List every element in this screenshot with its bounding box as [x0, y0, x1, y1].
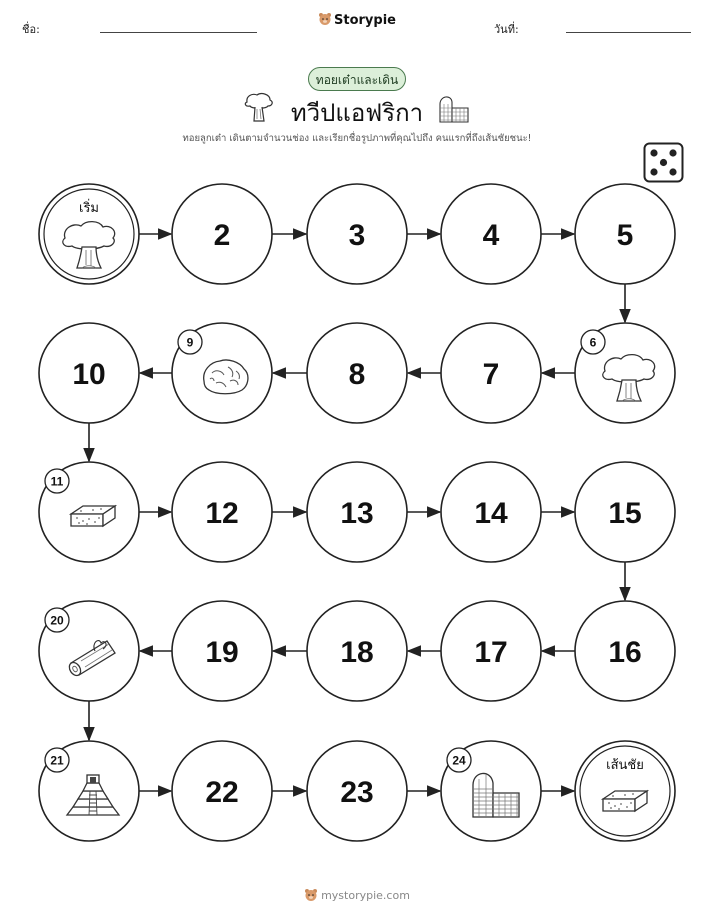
space-number: 9 — [186, 335, 194, 350]
space-number: 12 — [205, 497, 239, 530]
brand-name: Storypie — [334, 13, 396, 28]
space-number: 2 — [213, 219, 231, 252]
board-space — [172, 323, 272, 423]
space-number: 21 — [50, 753, 64, 768]
board-space — [441, 323, 541, 423]
board-spaces — [39, 184, 675, 841]
space-number: 11 — [50, 474, 64, 489]
board-space — [441, 184, 541, 284]
space-number: 6 — [589, 335, 597, 350]
space-number: 3 — [348, 219, 366, 252]
space-number: 13 — [340, 497, 374, 530]
board-space — [39, 601, 139, 701]
board-space — [441, 741, 541, 841]
space-number: 7 — [482, 358, 500, 391]
space-number: 23 — [340, 776, 374, 809]
space-number: 16 — [608, 636, 642, 669]
brick-icon — [603, 791, 647, 811]
space-number: 20 — [50, 613, 64, 628]
date-label: วันที่: — [494, 23, 519, 36]
board-space — [307, 601, 407, 701]
game-type-badge: ทอยเต๋าและเดิน — [308, 67, 406, 91]
board-space — [441, 601, 541, 701]
board-space — [307, 323, 407, 423]
board-space — [172, 741, 272, 841]
board-space — [39, 741, 139, 841]
finish-space — [575, 741, 675, 841]
space-number: 15 — [608, 497, 642, 530]
bear-icon — [304, 888, 318, 902]
space-number: 5 — [616, 219, 634, 252]
space-number: 4 — [482, 219, 500, 252]
name-label: ชื่อ: — [22, 23, 40, 36]
board-space — [307, 741, 407, 841]
instructions: ทอยลูกเต๋า เดินตามจำนวนช่อง และเรียกชื่อรูปภาพที่คุณไปถึง คนแรกที่ถึงเส้นชัยชนะ! — [182, 133, 532, 144]
finish-label: เส้นชัย — [606, 758, 644, 773]
space-number: 18 — [340, 636, 374, 669]
page-title: ทวีปแอฟริกา — [290, 99, 424, 127]
brick-icon — [71, 506, 115, 526]
board-space — [172, 462, 272, 562]
board-space — [575, 184, 675, 284]
footer — [0, 888, 714, 902]
space-number: 17 — [474, 636, 508, 669]
rock-icon — [204, 360, 248, 394]
board-space — [39, 323, 139, 423]
footer-site: mystorypie.com — [321, 889, 410, 902]
space-number: 14 — [474, 497, 508, 530]
board-space — [172, 184, 272, 284]
start-label: เริ่ม — [79, 201, 99, 216]
board-space — [172, 601, 272, 701]
board-space — [441, 462, 541, 562]
space-number: 8 — [348, 358, 366, 391]
board-space — [307, 462, 407, 562]
board-space — [575, 323, 675, 423]
space-number: 24 — [452, 753, 466, 768]
board-space — [575, 601, 675, 701]
board-space — [307, 184, 407, 284]
space-number: 19 — [205, 636, 239, 669]
board-space — [39, 462, 139, 562]
board-space — [575, 462, 675, 562]
space-number: 10 — [72, 358, 106, 391]
space-number: 22 — [205, 776, 239, 809]
start-space — [39, 184, 139, 284]
